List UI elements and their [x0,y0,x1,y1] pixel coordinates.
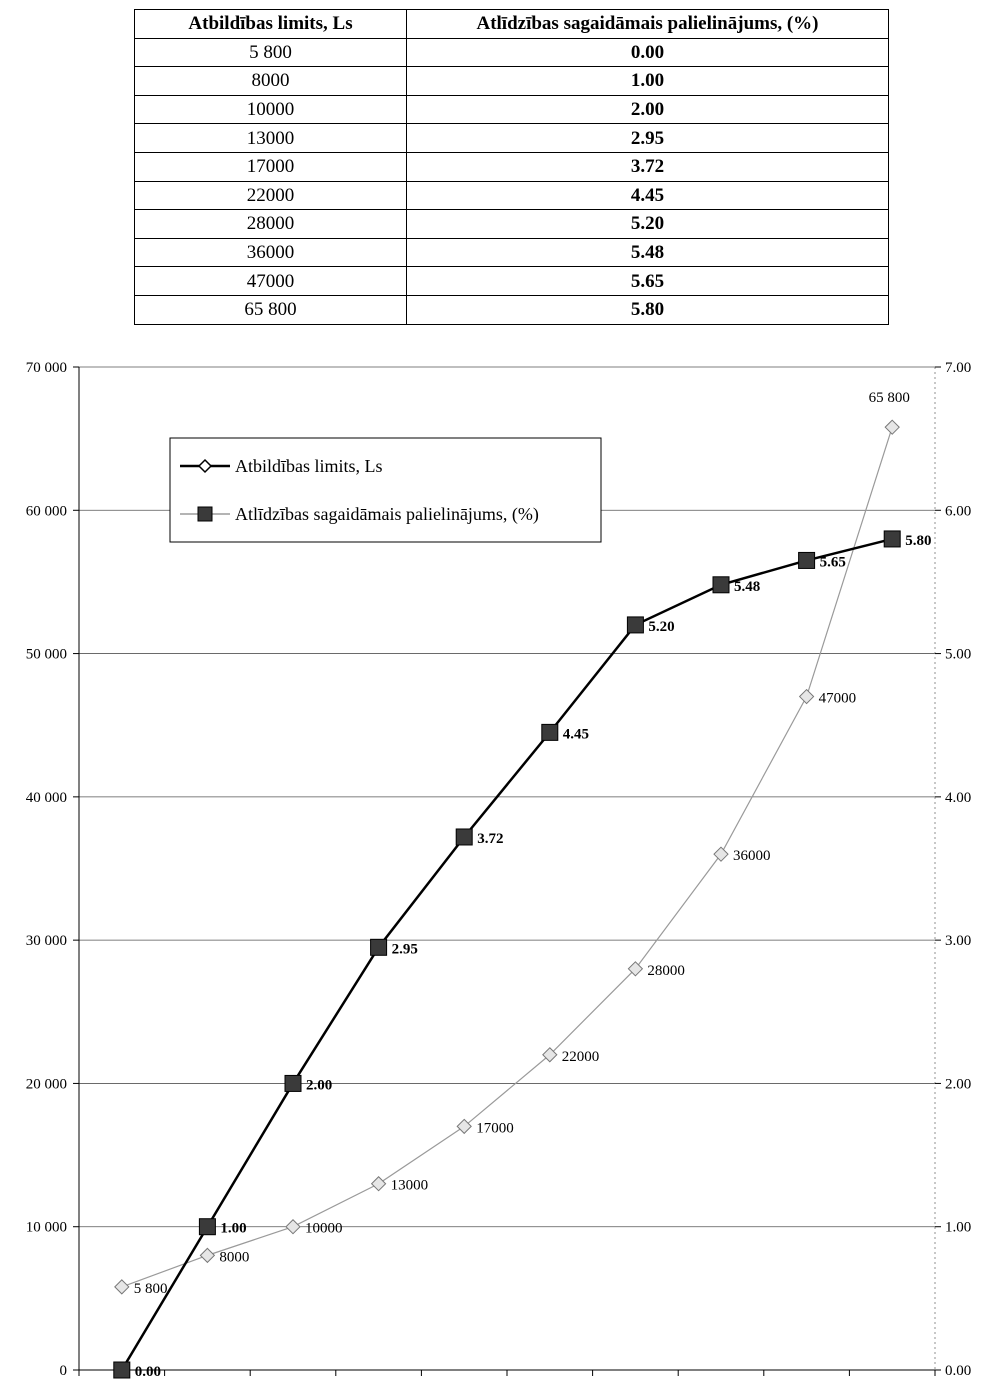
legend-swatch-increase-marker [198,507,212,521]
series-increase-data-label: 2.95 [391,941,418,958]
left-tick-label: 0 [59,1363,67,1379]
series-limit-data-label: 65 800 [868,390,910,407]
right-tick-label: 4.00 [945,789,972,806]
series-limit-data-label: 36000 [733,848,771,865]
data-table [134,9,889,325]
series-limit-point [457,1119,471,1133]
series-increase-data-label: 5.80 [905,532,932,549]
series-limit-point [200,1248,214,1262]
series-limit-point [115,1280,129,1294]
left-tick-label: 40 000 [25,789,67,806]
series-limit-data-label: 47000 [818,690,857,707]
cell-limit: 10000 [135,95,407,124]
table-row [135,67,889,96]
series-limit-data-label: 17000 [476,1120,514,1137]
right-tick-label: 3.00 [945,933,972,950]
table-row [135,238,889,267]
cell-increase: 5.80 [407,295,889,324]
series-limit-point [372,1177,386,1191]
cell-limit: 17000 [135,152,407,181]
series-increase-data-label: 1.00 [220,1220,247,1237]
series-limit-data-label: 28000 [647,962,685,979]
left-tick-label: 30 000 [25,933,67,950]
cell-increase: 3.72 [407,152,889,181]
series-limit-data-label: 5 800 [133,1280,168,1297]
series-limit-point [714,847,728,861]
table-row [135,124,889,153]
series-increase-point [114,1362,130,1378]
legend-label-limit: Atbildības limits, Ls [235,456,383,476]
series-limit-data-label: 22000 [561,1048,600,1065]
legend-box [170,438,601,542]
table-body [135,38,889,324]
series-increase-point [884,531,900,547]
series-limit-point [885,420,899,434]
legend-label-increase: Atlīdzības sagaidāmais palielinājums, (%) [235,504,539,524]
table-row [135,152,889,181]
series-increase-point [456,829,472,845]
cell-limit: 22000 [135,181,407,210]
cell-increase: 2.95 [407,124,889,153]
series-increase-data-label: 3.72 [477,830,504,847]
series-increase-point [285,1075,301,1091]
right-tick-label: 2.00 [945,1076,972,1093]
series-limit-line [122,427,892,1287]
column-header-increase: Atlīdzības sagaidāmais palielinājums, (%) [407,10,889,39]
right-tick-label: 5.00 [945,646,972,663]
left-tick-label: 10 000 [25,1219,67,1236]
series-increase-data-label: 4.45 [562,726,590,743]
series-increase-data-label: 2.00 [306,1077,333,1094]
table-row [135,295,889,324]
cell-increase: 4.45 [407,181,889,210]
cell-limit: 47000 [135,267,407,296]
cell-limit: 65 800 [135,295,407,324]
series-increase-data-label: 5.20 [648,618,675,635]
series-increase-data-label: 5.65 [819,554,846,571]
series-increase-point [542,724,558,740]
series-limit-data-label: 13000 [390,1177,429,1194]
cell-limit: 28000 [135,210,407,239]
series-limit-point [800,690,814,704]
cell-increase: 5.20 [407,210,889,239]
series-limit-data-label: 8000 [219,1249,250,1266]
right-tick-label: 1.00 [945,1219,972,1236]
series-increase-data-label: 5.48 [734,578,761,595]
table-row [135,181,889,210]
table-row [135,38,889,67]
right-tick-label: 6.00 [945,503,972,520]
cell-limit: 13000 [135,124,407,153]
left-tick-label: 60 000 [25,503,67,520]
right-tick-label: 7.00 [945,360,972,376]
series-increase-point [199,1219,215,1235]
left-axis-ticks [26,360,79,1379]
left-tick-label: 70 000 [25,360,67,376]
table-header-row [135,10,889,39]
left-tick-label: 20 000 [25,1076,67,1093]
right-axis-ticks [935,360,971,1379]
cell-increase: 5.65 [407,267,889,296]
series-increase-point [371,939,387,955]
table-row [135,267,889,296]
column-header-limit: Atbildības limits, Ls [135,10,407,39]
left-tick-label: 50 000 [25,646,67,663]
series-limit-point [286,1220,300,1234]
cell-limit: 36000 [135,238,407,267]
series-increase-data-label: 0.00 [134,1364,162,1380]
cell-increase: 5.48 [407,238,889,267]
series-increase-point [799,552,815,568]
cell-increase: 0.00 [407,38,889,67]
dual-axis-line-chart [0,340,1000,1397]
series-limit-data-label: 10000 [305,1220,343,1237]
series-increase-point [713,577,729,593]
right-tick-label: 0.00 [945,1363,972,1379]
cell-limit: 5 800 [135,38,407,67]
series-increase-point [627,617,643,633]
table-row [135,95,889,124]
legend [170,438,601,542]
table-row [135,210,889,239]
cell-increase: 1.00 [407,67,889,96]
cell-increase: 2.00 [407,95,889,124]
cell-limit: 8000 [135,67,407,96]
